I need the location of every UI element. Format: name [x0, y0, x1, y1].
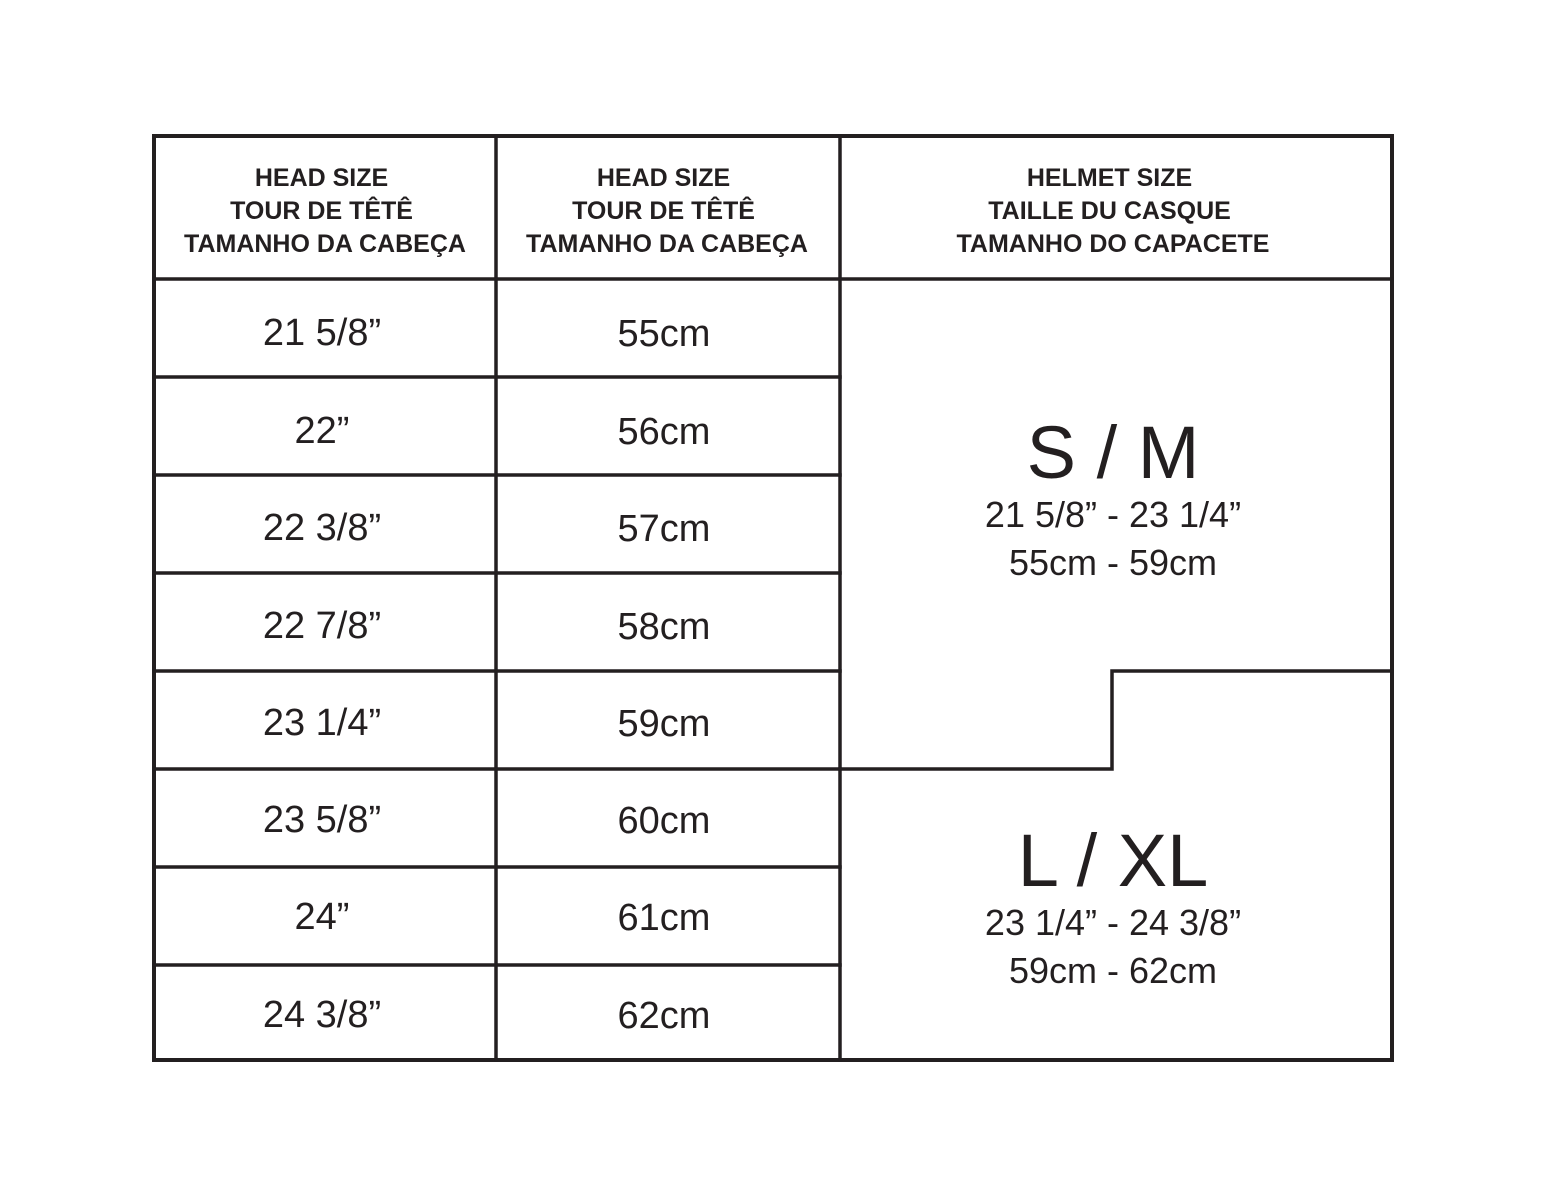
- table-cell-inches: 22 7/8”: [262, 605, 382, 647]
- table-cell-inches: 23 5/8”: [262, 799, 382, 841]
- helmet-size-sm: [985, 411, 1241, 583]
- header-head-size-inches: [184, 164, 466, 258]
- table-cell-cm: 62cm: [617, 995, 711, 1037]
- helmet-size-range-cm: 55cm - 59cm: [1008, 542, 1218, 583]
- table-cell-inches: 24”: [294, 896, 350, 938]
- table-cell-cm: 59cm: [617, 703, 711, 745]
- helmet-size-range-inches: 23 1/4” - 24 3/8”: [984, 902, 1242, 943]
- table-cell-inches: 21 5/8”: [262, 312, 382, 354]
- table-cell-inches: 22”: [294, 410, 350, 452]
- header-line: TOUR DE TÊTÊ: [572, 197, 755, 225]
- table-cell-inches: 23 1/4”: [262, 702, 382, 744]
- header-line: HEAD SIZE: [596, 164, 731, 192]
- table-cell-inches: 22 3/8”: [262, 507, 382, 549]
- table-cell-cm: 57cm: [617, 508, 711, 550]
- helmet-size-boundary: [840, 671, 1392, 769]
- table-cell-cm: 60cm: [617, 800, 711, 842]
- table-cell-cm: 61cm: [617, 897, 711, 939]
- cm-column: [618, 313, 711, 1037]
- header-line: TAMANHO DO CAPACETE: [956, 230, 1270, 258]
- table-cell-inches: 24 3/8”: [262, 994, 382, 1036]
- helmet-size-range-inches: 21 5/8” - 23 1/4”: [984, 494, 1242, 535]
- header-line: HEAD SIZE: [254, 164, 389, 192]
- header-line: TAMANHO DA CABEÇA: [526, 230, 808, 258]
- header-head-size-cm: [526, 164, 808, 258]
- header-line: TAMANHO DA CABEÇA: [184, 230, 466, 258]
- header-helmet-size: [957, 164, 1270, 258]
- helmet-size-range-cm: 59cm - 62cm: [1008, 950, 1218, 991]
- helmet-size-lxl: [985, 819, 1241, 991]
- header-line: TOUR DE TÊTÊ: [230, 197, 413, 225]
- helmet-size-label: L / XL: [1017, 819, 1209, 902]
- table-cell-cm: 56cm: [617, 411, 711, 453]
- header-line: HELMET SIZE: [1026, 164, 1193, 192]
- helmet-size-label: S / M: [1026, 411, 1200, 494]
- table-cell-cm: 55cm: [617, 313, 711, 355]
- table-cell-cm: 58cm: [617, 606, 711, 648]
- header-line: TAILLE DU CASQUE: [988, 197, 1231, 225]
- inches-column: [263, 312, 381, 1036]
